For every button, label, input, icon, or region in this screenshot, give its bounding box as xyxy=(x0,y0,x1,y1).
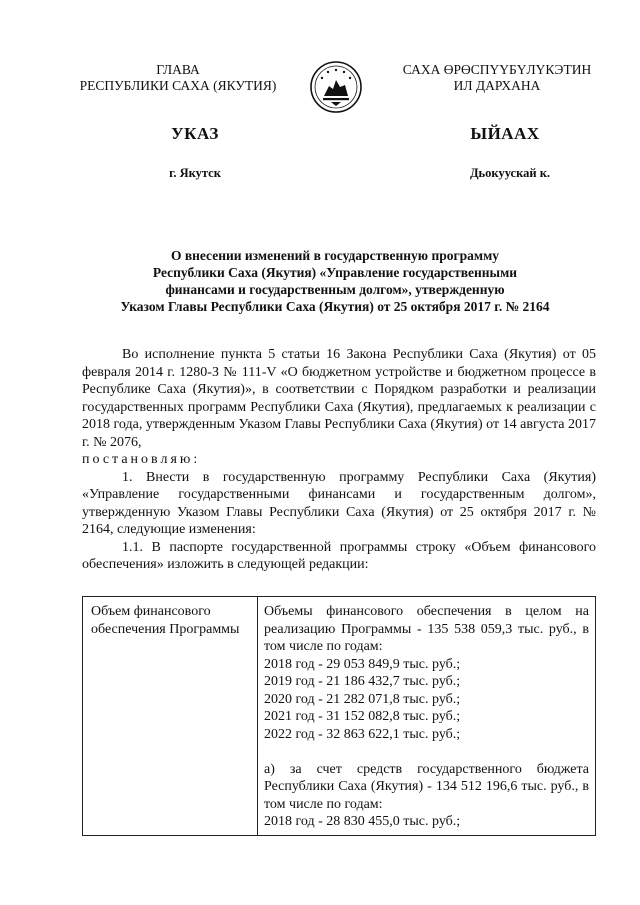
year-row: 2018 год - 29 053 849,9 тыс. руб.; xyxy=(264,656,461,672)
title-line: Указом Главы Республики Саха (Якутия) от 25 октября 2017 г. № 2164 xyxy=(120,299,550,314)
header-left xyxy=(78,62,278,94)
resolve-word: постановляю: xyxy=(82,452,201,467)
year-row: 2018 год - 28 830 455,0 тыс. руб.; xyxy=(264,814,461,829)
city-sah: Дьокуускай к. xyxy=(469,166,551,180)
year-row: 2019 год - 21 186 432,7 тыс. руб.; xyxy=(264,674,461,689)
budget-source-a: а) за счет средств государственного бюджета Республики Саха (Якутия) - 134 512 196,6 тыс. руб., в том числе по годам: xyxy=(264,761,589,812)
table-label-cell: Объем финансового обеспечения Программы xyxy=(83,597,258,835)
coat-of-arms-emblem-icon xyxy=(309,60,363,114)
city-ru: г. Якутск xyxy=(169,166,221,180)
total-financing: Объемы финансового обеспечения в целом на реализацию Программы - 135 538 059,3 тыс. руб., в том числе по годам: xyxy=(264,604,589,654)
financing-table xyxy=(82,596,596,836)
table-value-cell xyxy=(258,597,595,835)
title-line: финансами и государственным долгом», утвержденную xyxy=(165,282,505,297)
header-right-line2: ИЛ ДАРХАНА xyxy=(453,78,541,93)
doc-type-sah: ЫЙААХ xyxy=(470,124,540,143)
item-1-paragraph: 1. Внести в государственную программу Республики Саха (Якутия) «Управление государственными финансами и государственным долгом», утвержденную Указом Главы Республики Саха (Якутия) от 25 октября 2017 г. № 2164, следующие изменения: xyxy=(82,469,596,537)
header-left-line1: ГЛАВА xyxy=(156,62,200,77)
year-row: 2020 год - 21 282 071,8 тыс. руб.; xyxy=(264,691,461,707)
doc-type-ru: УКАЗ xyxy=(171,124,219,143)
title-line: Республики Саха (Якутия) «Управление государственными xyxy=(152,265,518,280)
decree-body xyxy=(82,346,596,574)
title-line: О внесении изменений в государственную программу xyxy=(170,248,500,263)
spacer xyxy=(264,743,589,761)
header-left-line2: РЕСПУБЛИКИ САХА (ЯКУТИЯ) xyxy=(79,78,277,93)
year-row: 2022 год - 32 863 622,1 тыс. руб.; xyxy=(264,726,461,742)
header-right xyxy=(382,62,612,94)
item-1-1-paragraph: 1.1. В паспорте государственной программы строку «Объем финансового обеспечения» изложить в следующей редакции: xyxy=(82,539,596,572)
year-row: 2021 год - 31 152 082,8 тыс. руб.; xyxy=(264,709,461,724)
preamble-paragraph: Во исполнение пункта 5 статьи 16 Закона Республики Саха (Якутия) от 05 февраля 2014 г. 1280-З № 111-V «О бюджетном устройстве и бюджетном процессе в Республике Саха (Якутия)», в соответствии с Порядком разработки и реализации государственных программ Республики Саха (Якутия), предлагаемых к реализации с 2018 года, утвержденным Указом Главы Республики Саха (Якутия) от 14 августа 2017 г. № 2076, xyxy=(82,347,596,450)
decree-title xyxy=(70,247,600,315)
header-right-line1: САХА ӨРӨСПҮҮБҮЛҮКЭТИН xyxy=(402,62,592,77)
